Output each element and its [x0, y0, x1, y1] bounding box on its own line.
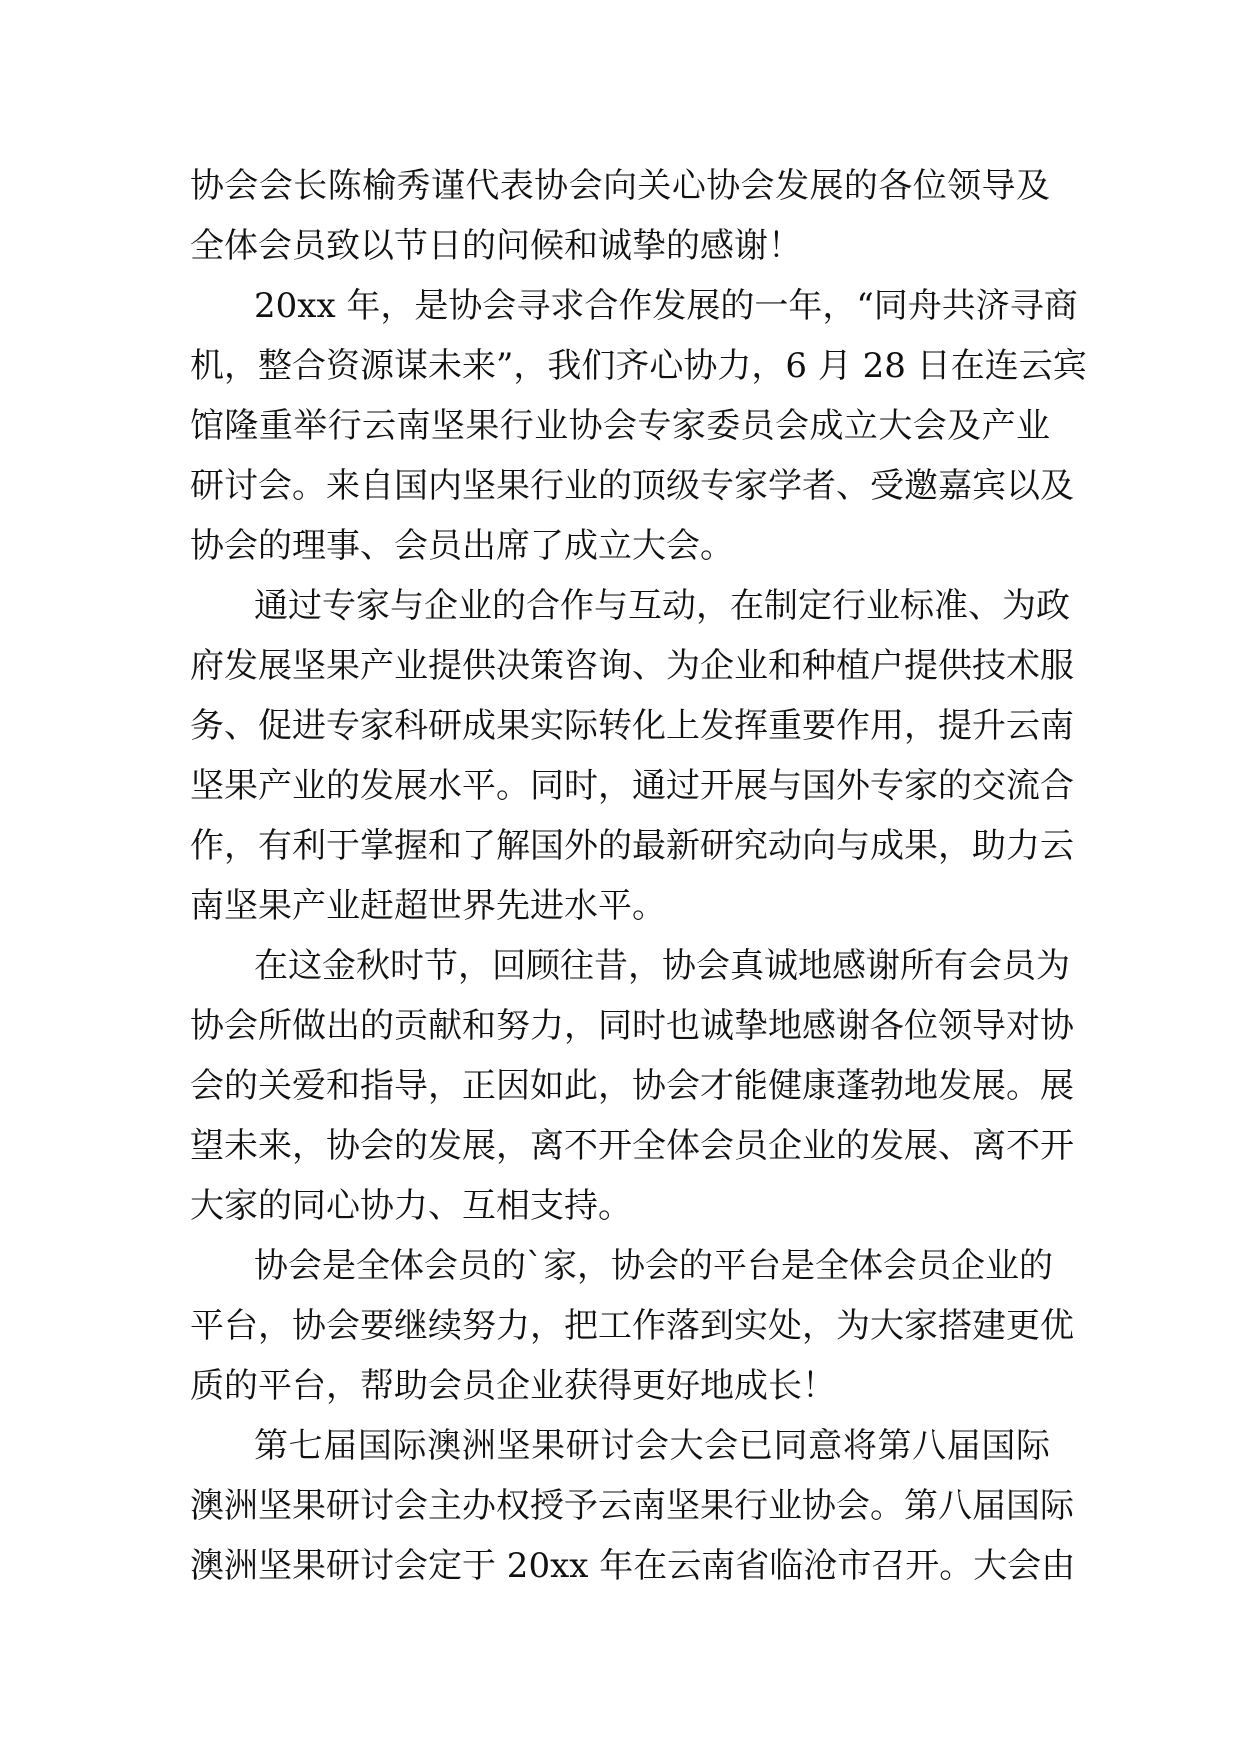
- text-line: 平台，协会要继续努力，把工作落到实处，为大家搭建更优: [190, 1306, 1074, 1346]
- text-line: 协会的理事、会员出席了成立大会。: [190, 526, 734, 566]
- text-line: 南坚果产业赶超世界先进水平。: [190, 886, 666, 926]
- text-line: 全体会员致以节日的问候和诚挚的感谢！: [190, 226, 802, 266]
- paragraph-first-line: 在这金秋时节，回顾往昔，协会真诚地感谢所有会员为: [254, 946, 1070, 986]
- text-line: 澳洲坚果研讨会定于 20xx 年在云南省临沧市召开。大会由: [190, 1546, 1076, 1586]
- text-line: 府发展坚果产业提供决策咨询、为企业和种植户提供技术服: [190, 646, 1074, 686]
- text-line: 协会所做出的贡献和努力，同时也诚挚地感谢各位领导对协: [190, 1006, 1074, 1046]
- text-line: 作，有利于掌握和了解国外的最新研究动向与成果，助力云: [190, 826, 1074, 866]
- text-line: 务、促进专家科研成果实际转化上发挥重要作用，提升云南: [190, 706, 1074, 746]
- text-line: 馆隆重举行云南坚果行业协会专家委员会成立大会及产业: [190, 406, 1050, 446]
- text-line: 望未来，协会的发展，离不开全体会员企业的发展、离不开: [190, 1126, 1074, 1166]
- text-line: 坚果产业的发展水平。同时，通过开展与国外专家的交流合: [190, 766, 1074, 806]
- text-line: 质的平台，帮助会员企业获得更好地成长！: [190, 1366, 836, 1406]
- text-line: 协会会长陈榆秀谨代表协会向关心协会发展的各位领导及: [190, 166, 1050, 206]
- paragraph-first-line: 协会是全体会员的`家，协会的平台是全体会员企业的: [254, 1246, 1053, 1286]
- text-line: 会的关爱和指导，正因如此，协会才能健康蓬勃地发展。展: [190, 1066, 1074, 1106]
- text-line: 机，整合资源谋未来”，我们齐心协力，6 月 28 日在连云宾: [190, 346, 1087, 386]
- paragraph-first-line: 20xx 年，是协会寻求合作发展的一年，“同舟共济寻商: [254, 286, 1078, 326]
- text-line: 大家的同心协力、互相支持。: [190, 1186, 632, 1226]
- text-line: 澳洲坚果研讨会主办权授予云南坚果行业协会。第八届国际: [190, 1486, 1074, 1526]
- paragraph-first-line: 第七届国际澳洲坚果研讨会大会已同意将第八届国际: [254, 1426, 1050, 1466]
- paragraph-first-line: 通过专家与企业的合作与互动，在制定行业标准、为政: [254, 586, 1070, 626]
- text-line: 研讨会。来自国内坚果行业的顶级专家学者、受邀嘉宾以及: [190, 466, 1074, 506]
